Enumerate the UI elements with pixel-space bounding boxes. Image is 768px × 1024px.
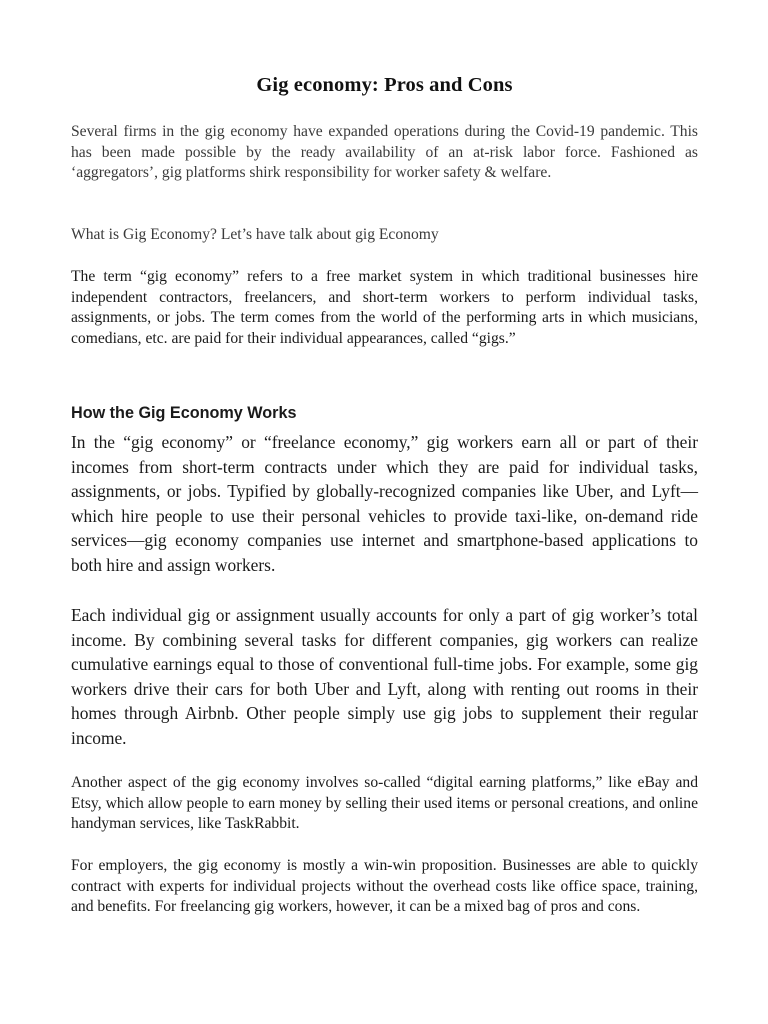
question-line: What is Gig Economy? Let’s have talk about gig Economy xyxy=(71,226,439,243)
closing-paragraph-2: For employers, the gig economy is mostly a win-win proposition. Businesses are able to quickly contract with experts for individual projects without the overhead costs like office space, training, and benefits. For freelancing gig workers, however, it can be a mixed bag of pros and cons. xyxy=(71,857,698,916)
document-title: Gig economy: Pros and Cons xyxy=(256,74,513,96)
section-paragraph-1: In the “gig economy” or “freelance economy,” gig workers earn all or part of their incomes from short-term contracts under which they are paid for individual tasks, assignments, or jobs. Typified by globally-recognized companies like Uber, and Lyft—which hire people to use their personal vehicles to provide taxi-like, on-demand ride services—gig economy companies use internet and smartphone-based applications to both hire and assign workers. xyxy=(71,432,698,575)
section-heading: How the Gig Economy Works xyxy=(71,404,297,422)
closing-paragraph-1: Another aspect of the gig economy involves so-called “digital earning platforms,” like eBay and Etsy, which allow people to earn money by selling their used items or personal creations, and online handyman services, like TaskRabbit. xyxy=(71,774,698,833)
section-paragraph-2: Each individual gig or assignment usually accounts for only a part of gig worker’s total income. By combining several tasks for different companies, gig workers can realize cumulative earnings equal to those of conventional full-time jobs. For example, some gig workers drive their cars for both Uber and Lyft, along with renting out rooms in their homes through Airbnb. Other people simply use gig jobs to supplement their regular income. xyxy=(71,605,698,748)
definition-paragraph: The term “gig economy” refers to a free market system in which traditional businesses hire independent contractors, freelancers, and short-term workers to perform individual tasks, assignments, or jobs. The term comes from the world of the performing arts in which musicians, comedians, etc. are paid for their individual appearances, called “gigs.” xyxy=(71,268,698,348)
intro-paragraph: Several firms in the gig economy have expanded operations during the Covid-19 pandemic. This has been made possible by the ready availability of an at-risk labor force. Fashioned as ‘aggregators’, gig platforms shirk responsibility for worker safety & welfare. xyxy=(71,123,698,182)
